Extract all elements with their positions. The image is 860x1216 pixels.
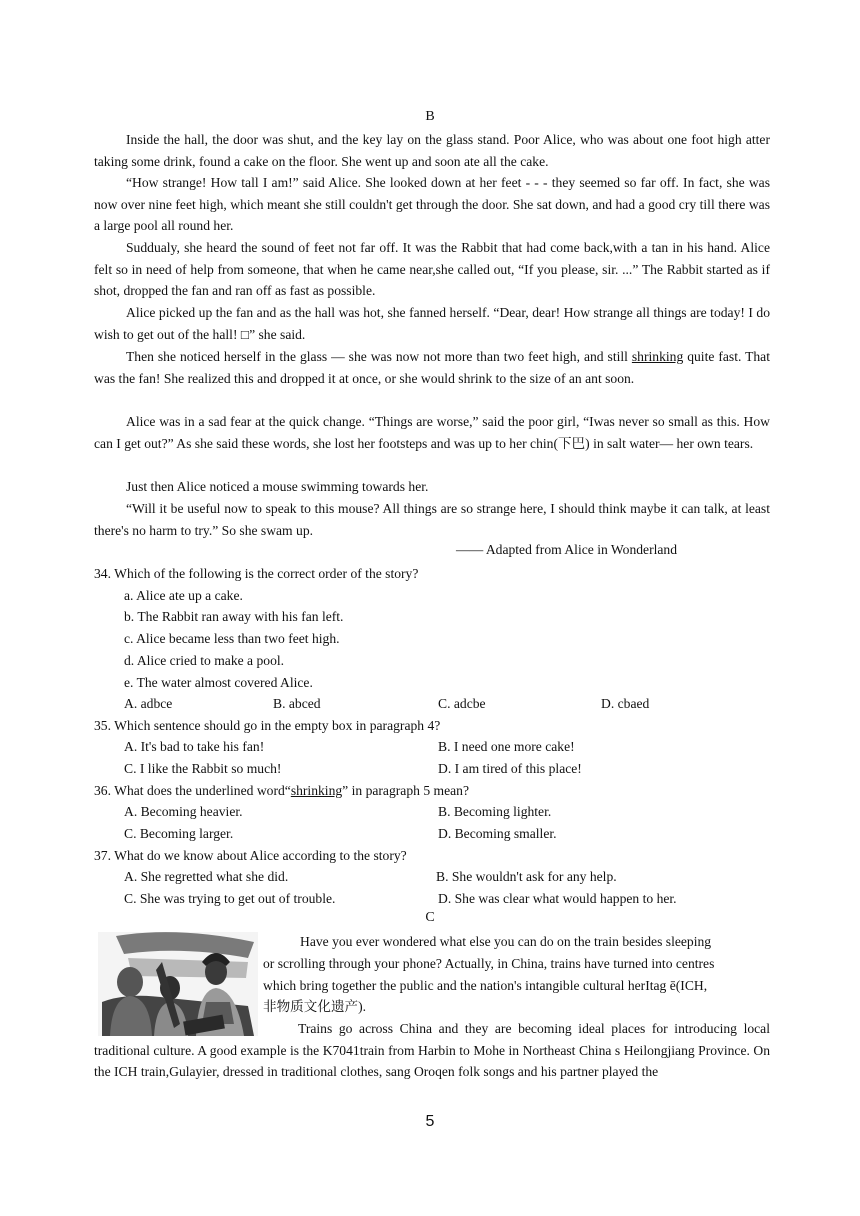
section-c-line-1: Have you ever wondered what else you can do on the train besides sleeping <box>300 934 712 949</box>
underlined-word: shrinking <box>290 783 343 798</box>
q36-option-b: B. Becoming lighter. <box>438 804 552 819</box>
section-c-paragraph-2: Trains go across China and they are becoming ideal places for introducing local traditional culture. A good example is the K7041train from Harbin to Mohe in Northeast China s Heilongjiang Province. On the ICH train,Gulayier, dressed in traditional clothes, sang Oroqen folk songs and his partner played the <box>94 1021 770 1080</box>
paragraph-5: Then she noticed herself in the glass — she was now not more than two feet high, and still shrinking quite fast. That was the fan! She realized this and dropped it at once, or she would shrink to the size of an ant soon. <box>94 349 770 386</box>
paragraph-8: “Will it be useful now to speak to this mouse? All things are so strange here, I should think maybe it can talk, at least there's no harm to try.” So she swam up. <box>94 501 770 538</box>
paragraph-2: “How strange! How tall I am!” said Alice. She looked down at her feet - - - they seemed so far off. In fact, she was now over nine feet high, which meant she still couldn't get through the door. She sat down, and had a good cry till there was a large pool all round her. <box>94 175 770 234</box>
question-34: 34. Which of the following is the correct order of the story? <box>94 566 419 581</box>
paragraph-7: Just then Alice noticed a mouse swimming towards her. <box>126 479 429 494</box>
section-b-heading: B <box>425 109 435 124</box>
q35-option-c: C. I like the Rabbit so much! <box>124 761 282 776</box>
question-35: 35. Which sentence should go in the empty box in paragraph 4? <box>94 718 441 733</box>
q35-option-a: A. It's bad to take his fan! <box>124 739 265 754</box>
question-36: 36. What does the underlined word“shrinking” in paragraph 5 mean? <box>94 783 469 798</box>
q36-option-d: D. Becoming smaller. <box>438 826 557 841</box>
q36-option-c: C. Becoming larger. <box>124 826 234 841</box>
event-b: b. The Rabbit ran away with his fan left. <box>124 609 344 624</box>
q37-option-b: B. She wouldn't ask for any help. <box>436 869 617 884</box>
section-c-heading: C <box>425 910 435 925</box>
q35-option-d: D. I am tired of this place! <box>438 761 582 776</box>
q37-option-c: C. She was trying to get out of trouble. <box>124 891 336 906</box>
q35-option-b: B. I need one more cake! <box>438 739 575 754</box>
paragraph-6: Alice was in a sad fear at the quick change. “Things are worse,” said the poor girl, “Iwas never so small as this. How can I get out?” As she said these words, she lost her footsteps and was up to her chin(下巴) in salt water— her own tears. <box>94 414 770 451</box>
section-c-line-2: or scrolling through your phone? Actually, in China, trains have turned into centres <box>263 956 715 971</box>
event-c: c. Alice became less than two feet high. <box>124 631 340 646</box>
paragraph-3: Suddualy, she heard the sound of feet not far off. It was the Rabbit that had come back,with a tan in his hand. Alice felt so in need of help from someone, that when he came near,she called out, “If you please, sir. ...” The Rabbit started as if shot, dropped the fan and ran off as fast as possible. <box>94 240 770 299</box>
q37-option-a: A. She regretted what she did. <box>124 869 289 884</box>
q34-option-a: A. adbce <box>124 696 173 711</box>
q34-option-b: B. abced <box>273 696 321 711</box>
q36-option-a: A. Becoming heavier. <box>124 804 243 819</box>
question-37: 37. What do we know about Alice according to the story? <box>94 848 407 863</box>
paragraph-4: Alice picked up the fan and as the hall was hot, she fanned herself. “Dear, dear! How strange all things are today! I do wish to get out of the hall! □” she said. <box>94 305 770 342</box>
section-c-line-4: 非物质文化遗产). <box>263 999 367 1014</box>
q34-option-c: C. adcbe <box>438 696 486 711</box>
paragraph-1: Inside the hall, the door was shut, and the key lay on the glass stand. Poor Alice, who was about one foot high atter taking some drink, found a cake on the floor. She went up and soon ate all the cake. <box>94 132 770 169</box>
event-e: e. The water almost covered Alice. <box>124 675 313 690</box>
page-number: 5 <box>425 1113 435 1130</box>
source-attribution: —— Adapted from Alice in Wonderland <box>456 542 678 557</box>
section-c-line-3: which bring together the public and the nation's intangible cultural herItag ē(ICH, <box>263 978 708 993</box>
q37-option-d: D. She was clear what would happen to her. <box>438 891 677 906</box>
event-d: d. Alice cried to make a pool. <box>124 653 285 668</box>
q34-option-d: D. cbaed <box>601 696 650 711</box>
event-a: a. Alice ate up a cake. <box>124 588 243 603</box>
underlined-word: shrinking <box>631 349 684 364</box>
